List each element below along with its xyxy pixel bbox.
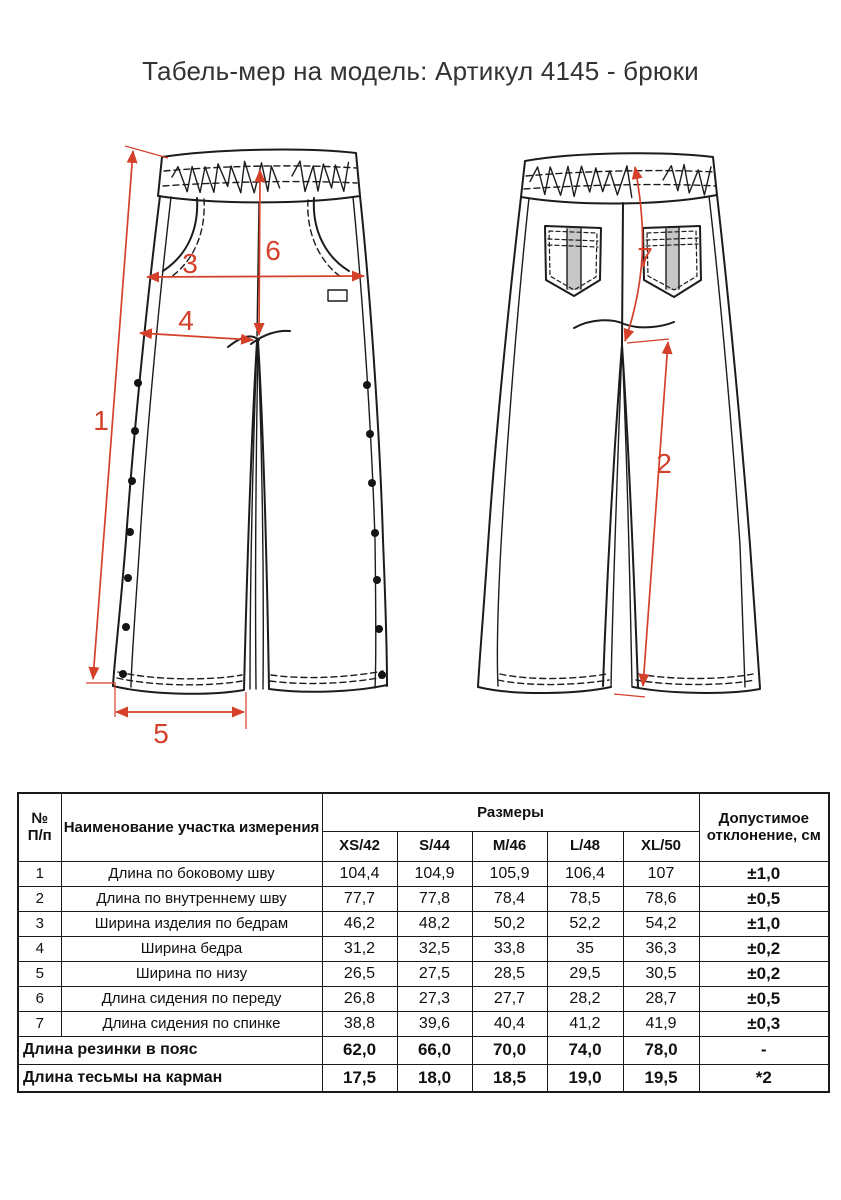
snap-button (375, 625, 383, 633)
value-cell: 104,4 (322, 861, 397, 886)
measure-arrow-3 (147, 276, 364, 277)
value-cell: 48,2 (397, 911, 472, 936)
value-cell: 32,5 (397, 936, 472, 961)
header-size-m: M/46 (472, 831, 547, 861)
value-cell: 35 (547, 936, 623, 961)
label-tag (328, 290, 347, 301)
measure-name: Ширина по низу (61, 961, 322, 986)
row-number: 2 (18, 886, 61, 911)
value-cell: 33,8 (472, 936, 547, 961)
measure-name: Длина тесьмы на карман (18, 1064, 322, 1092)
header-num-top: № (31, 810, 49, 827)
value-cell: 28,7 (623, 986, 699, 1011)
row-number: 6 (18, 986, 61, 1011)
table-row (18, 986, 829, 1011)
measure-name: Ширина бедра (61, 936, 322, 961)
back-pocket-left (545, 226, 601, 296)
front-view (86, 146, 387, 749)
snap-button (371, 529, 379, 537)
row-number: 3 (18, 911, 61, 936)
header-num-bottom: П/п (27, 827, 52, 845)
measure-label-5: 5 (153, 718, 169, 749)
value-cell: 78,4 (472, 886, 547, 911)
table-row (18, 961, 829, 986)
tolerance-cell: ±1,0 (699, 861, 829, 886)
value-cell: 106,4 (547, 861, 623, 886)
page-title: Табель-мер на модель: Артикул 4145 - брюки (142, 56, 699, 86)
snap-button (131, 427, 139, 435)
snap-button (126, 528, 134, 536)
snap-button (134, 379, 142, 387)
pocket-tape-stripe (666, 227, 679, 290)
value-cell: 18,5 (472, 1064, 547, 1092)
table-row-pocket-tape-length (18, 1064, 829, 1092)
value-cell: 18,0 (397, 1064, 472, 1092)
value-cell: 26,8 (322, 986, 397, 1011)
value-cell: 30,5 (623, 961, 699, 986)
snap-button (124, 574, 132, 582)
tolerance-cell: - (699, 1036, 829, 1064)
value-cell: 107 (623, 861, 699, 886)
tolerance-cell: ±0,5 (699, 886, 829, 911)
tolerance-cell: ±0,2 (699, 936, 829, 961)
value-cell: 52,2 (547, 911, 623, 936)
table-row (18, 861, 829, 886)
value-cell: 66,0 (397, 1036, 472, 1064)
value-cell: 41,2 (547, 1011, 623, 1036)
value-cell: 105,9 (472, 861, 547, 886)
header-size-s: S/44 (397, 831, 472, 861)
measure-name: Длина по внутреннему шву (61, 886, 322, 911)
measure-label-6: 6 (265, 235, 281, 266)
value-cell: 38,8 (322, 1011, 397, 1036)
tolerance-cell: ±0,2 (699, 961, 829, 986)
value-cell: 40,4 (472, 1011, 547, 1036)
snap-button (373, 576, 381, 584)
value-cell: 46,2 (322, 911, 397, 936)
tolerance-cell: *2 (699, 1064, 829, 1092)
tolerance-cell: ±0,5 (699, 986, 829, 1011)
value-cell: 77,7 (322, 886, 397, 911)
value-cell: 62,0 (322, 1036, 397, 1064)
table-row (18, 886, 829, 911)
value-cell: 29,5 (547, 961, 623, 986)
front-measurements (86, 146, 364, 749)
header-tolerance: Допустимое отклонение, см (699, 793, 829, 861)
measure-label-7: 7 (637, 242, 653, 273)
snap-button (363, 381, 371, 389)
back-waistband (521, 153, 717, 203)
row-number: 4 (18, 936, 61, 961)
hip-curve (574, 320, 674, 328)
back-view (478, 153, 760, 697)
measurements-table (17, 792, 830, 1093)
snap-button (378, 671, 386, 679)
measure-name: Ширина изделия по бедрам (61, 911, 322, 936)
measure-arrow-6 (259, 170, 260, 335)
value-cell: 17,5 (322, 1064, 397, 1092)
measure-name: Длина резинки в пояс (18, 1036, 322, 1064)
snap-buttons-left (119, 379, 142, 678)
header-num (18, 793, 61, 861)
value-cell: 27,7 (472, 986, 547, 1011)
value-cell: 27,3 (397, 986, 472, 1011)
value-cell: 77,8 (397, 886, 472, 911)
measure-label-2: 2 (656, 448, 672, 479)
snap-button (128, 477, 136, 485)
measure-name: Длина сидения по переду (61, 986, 322, 1011)
value-cell: 78,5 (547, 886, 623, 911)
measure-label-3: 3 (182, 248, 198, 279)
table-row-elastic-length (18, 1036, 829, 1064)
value-cell: 28,5 (472, 961, 547, 986)
measure-label-1: 1 (93, 405, 109, 436)
measure-name: Длина по боковому шву (61, 861, 322, 886)
measure-label-4: 4 (178, 305, 194, 336)
value-cell: 78,6 (623, 886, 699, 911)
snap-button (122, 623, 130, 631)
value-cell: 28,2 (547, 986, 623, 1011)
tolerance-cell: ±1,0 (699, 911, 829, 936)
waistband-elastic-gathers (663, 165, 711, 196)
row-number: 1 (18, 861, 61, 886)
value-cell: 54,2 (623, 911, 699, 936)
table-row (18, 1011, 829, 1036)
tolerance-cell: ±0,3 (699, 1011, 829, 1036)
value-cell: 31,2 (322, 936, 397, 961)
value-cell: 50,2 (472, 911, 547, 936)
row-number: 5 (18, 961, 61, 986)
value-cell: 70,0 (472, 1036, 547, 1064)
header-size-l: L/48 (547, 831, 623, 861)
table-row (18, 911, 829, 936)
pocket-tape-stripe (567, 228, 581, 290)
value-cell: 78,0 (623, 1036, 699, 1064)
value-cell: 36,3 (623, 936, 699, 961)
header-size-xs: XS/42 (322, 831, 397, 861)
value-cell: 74,0 (547, 1036, 623, 1064)
value-cell: 27,5 (397, 961, 472, 986)
measure-name: Длина сидения по спинке (61, 1011, 322, 1036)
value-cell: 41,9 (623, 1011, 699, 1036)
row-number: 7 (18, 1011, 61, 1036)
table-row (18, 936, 829, 961)
snap-button (119, 670, 127, 678)
measure-arrow-2 (643, 342, 668, 686)
snap-button (366, 430, 374, 438)
value-cell: 19,5 (623, 1064, 699, 1092)
header-size-xl: XL/50 (623, 831, 699, 861)
value-cell: 104,9 (397, 861, 472, 886)
value-cell: 39,6 (397, 1011, 472, 1036)
header-name: Наименование участка измерения (61, 793, 322, 861)
value-cell: 19,0 (547, 1064, 623, 1092)
header-sizes: Размеры (322, 793, 699, 831)
snap-button (368, 479, 376, 487)
value-cell: 26,5 (322, 961, 397, 986)
front-pocket-right (314, 198, 349, 271)
